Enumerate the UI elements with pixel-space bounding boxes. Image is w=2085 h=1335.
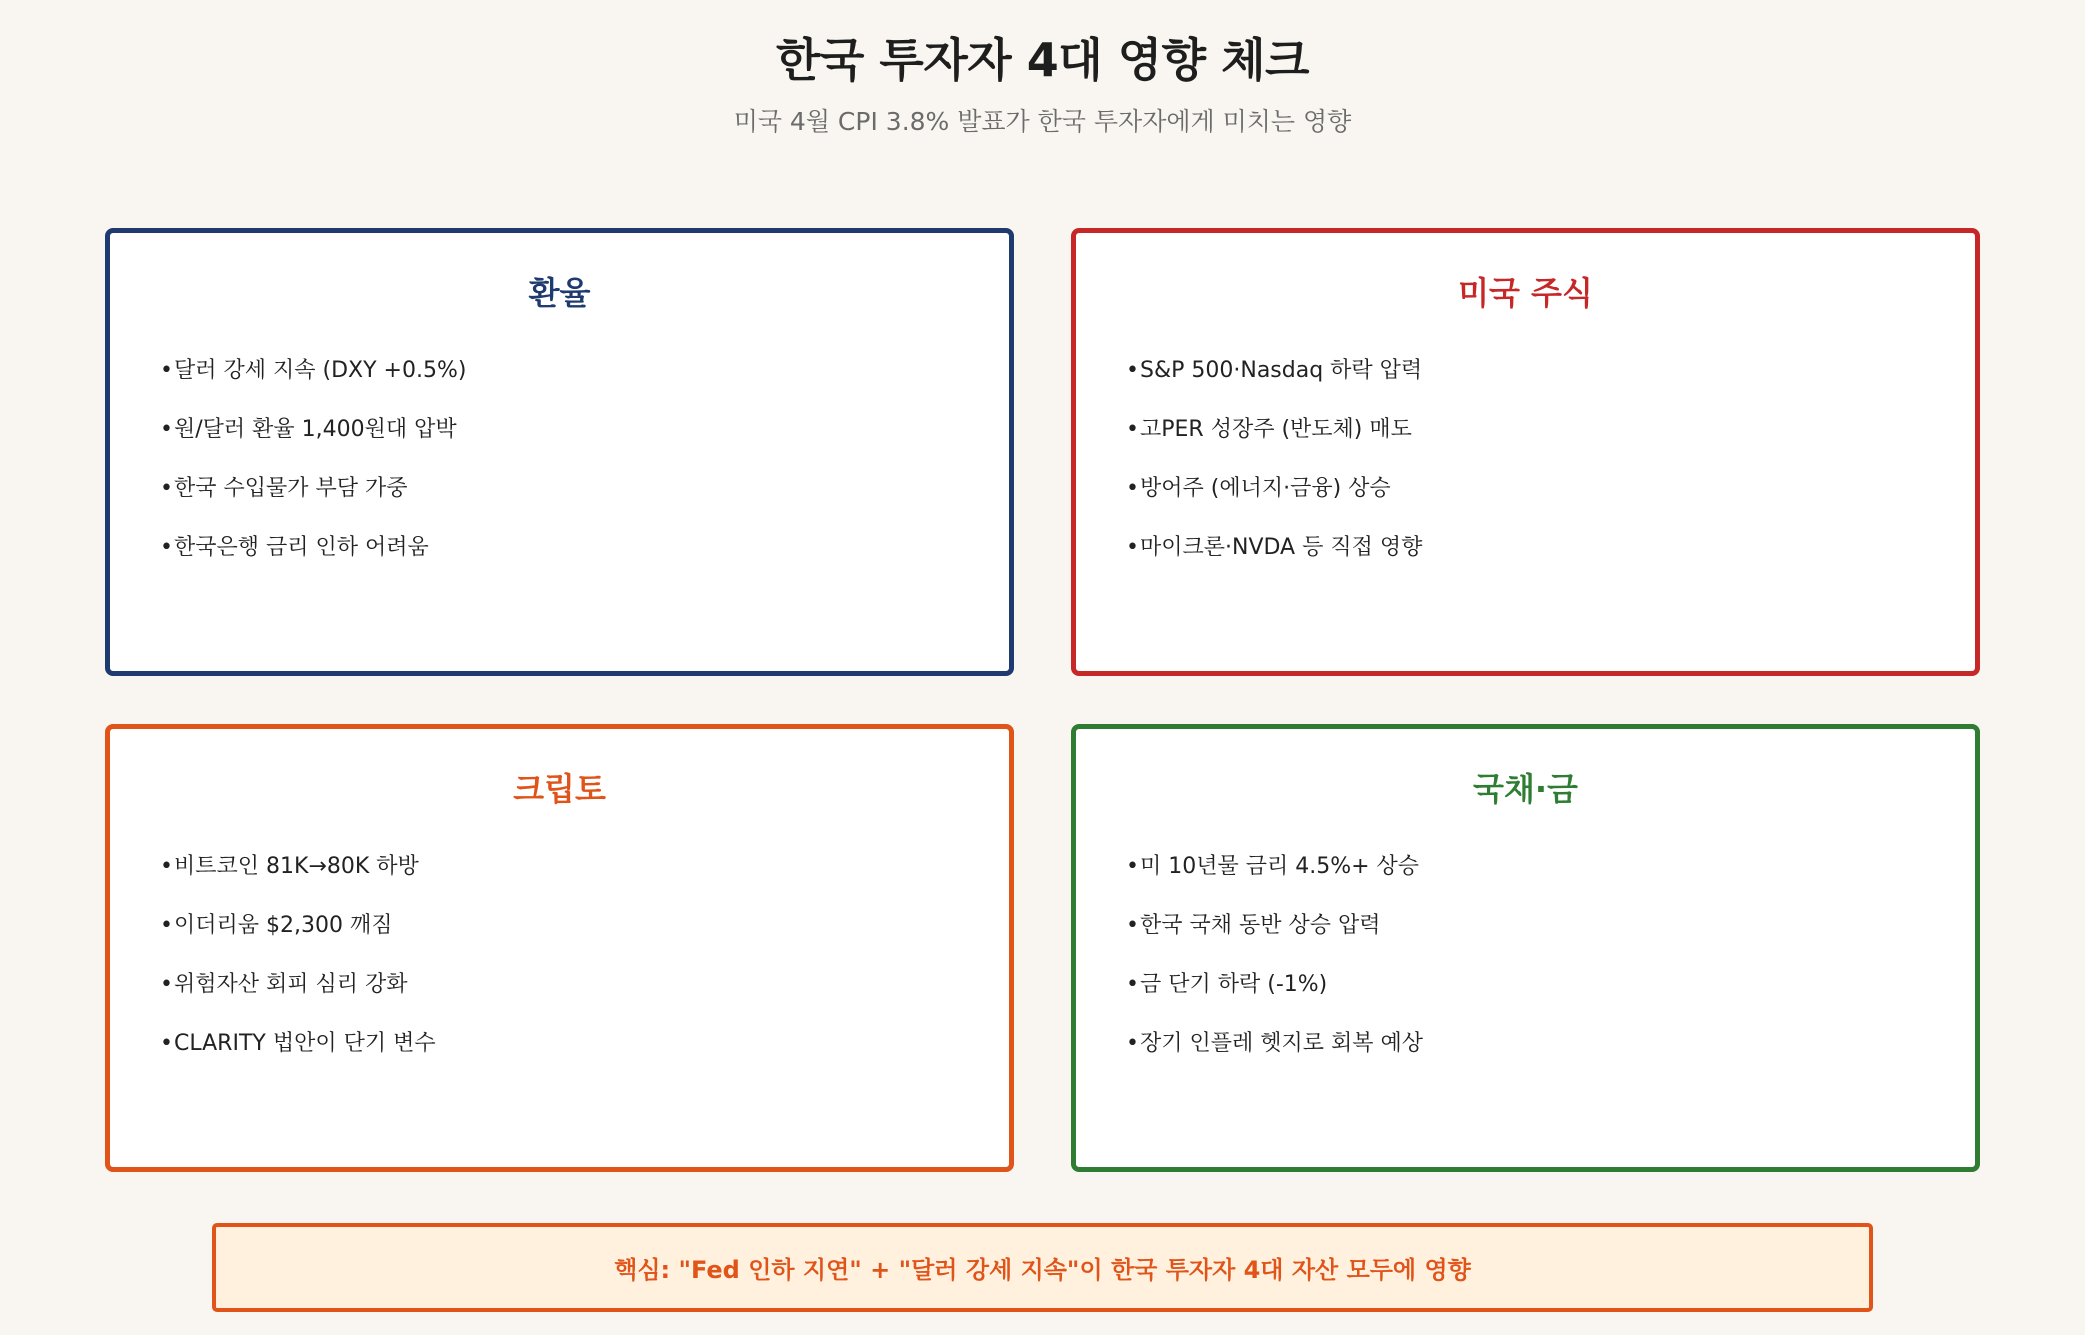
list-item-text: 방어주 (에너지·금융) 상승 (1140, 476, 1391, 501)
list-item-text: 달러 강세 지속 (DXY +0.5%) (174, 358, 467, 383)
list-item: •한국은행 금리 인하 어려움 (160, 535, 429, 560)
card-us-stocks (1071, 228, 1980, 676)
list-item: •달러 강세 지속 (DXY +0.5%) (160, 358, 467, 383)
list-item-text: S&P 500·Nasdaq 하락 압력 (1140, 358, 1423, 383)
list-item: •원/달러 환율 1,400원대 압박 (160, 417, 457, 442)
list-item: •S&P 500·Nasdaq 하락 압력 (1126, 358, 1423, 383)
list-item: •고PER 성장주 (반도체) 매도 (1126, 417, 1412, 442)
card-item-list (1126, 355, 1422, 591)
list-item: •마이크론·NVDA 등 직접 영향 (1126, 535, 1423, 560)
card-item-list (160, 355, 466, 591)
list-item: •금 단기 하락 (-1%) (1126, 972, 1328, 997)
key-takeaway-box (212, 1223, 1873, 1312)
card-title: 환율 (528, 274, 591, 312)
page-subtitle: 미국 4월 CPI 3.8% 발표가 한국 투자자에게 미치는 영향 (733, 107, 1352, 136)
list-item-text: 미 10년물 금리 4.5%+ 상승 (1140, 854, 1420, 879)
card-title: 크립토 (513, 770, 606, 808)
header (0, 28, 2085, 144)
list-item: •CLARITY 법안이 단기 변수 (160, 1031, 436, 1056)
list-item-text: 한국 수입물가 부담 가중 (174, 476, 408, 501)
list-item-text: 비트코인 81K→80K 하방 (174, 854, 419, 879)
list-item: •방어주 (에너지·금융) 상승 (1126, 476, 1391, 501)
list-item-text: 한국은행 금리 인하 어려움 (174, 535, 429, 560)
card-item-list (1126, 851, 1423, 1087)
card-title: 국채·금 (1473, 770, 1578, 808)
list-item-text: 마이크론·NVDA 등 직접 영향 (1140, 535, 1423, 560)
list-item: •위험자산 회피 심리 강화 (160, 972, 408, 997)
list-item-text: 이더리움 $2,300 깨짐 (174, 913, 393, 938)
card-exchange-rate (105, 228, 1014, 676)
page-title: 한국 투자자 4대 영향 체크 (776, 33, 1309, 87)
list-item-text: 금 단기 하락 (-1%) (1140, 972, 1328, 997)
list-item-text: 고PER 성장주 (반도체) 매도 (1140, 417, 1412, 442)
list-item-text: 장기 인플레 헷지로 회복 예상 (1140, 1031, 1423, 1056)
card-item-list (160, 851, 436, 1087)
card-title: 미국 주식 (1458, 274, 1593, 312)
list-item: •장기 인플레 헷지로 회복 예상 (1126, 1031, 1423, 1056)
list-item: •이더리움 $2,300 깨짐 (160, 913, 393, 938)
card-bonds-gold (1071, 724, 1980, 1172)
list-item-text: 위험자산 회피 심리 강화 (174, 972, 408, 997)
list-item: •한국 국채 동반 상승 압력 (1126, 913, 1381, 938)
list-item: •비트코인 81K→80K 하방 (160, 854, 419, 879)
list-item: •미 10년물 금리 4.5%+ 상승 (1126, 854, 1420, 879)
list-item: •한국 수입물가 부담 가중 (160, 476, 408, 501)
list-item-text: 한국 국채 동반 상승 압력 (1140, 913, 1381, 938)
key-takeaway-text: 핵심: "Fed 인하 지연" + "달러 강세 지속"이 한국 투자자 4대 자산 모두에 영향 (614, 1256, 1471, 1284)
card-crypto (105, 724, 1014, 1172)
list-item-text: 원/달러 환율 1,400원대 압박 (174, 417, 457, 442)
list-item-text: CLARITY 법안이 단기 변수 (174, 1031, 436, 1056)
